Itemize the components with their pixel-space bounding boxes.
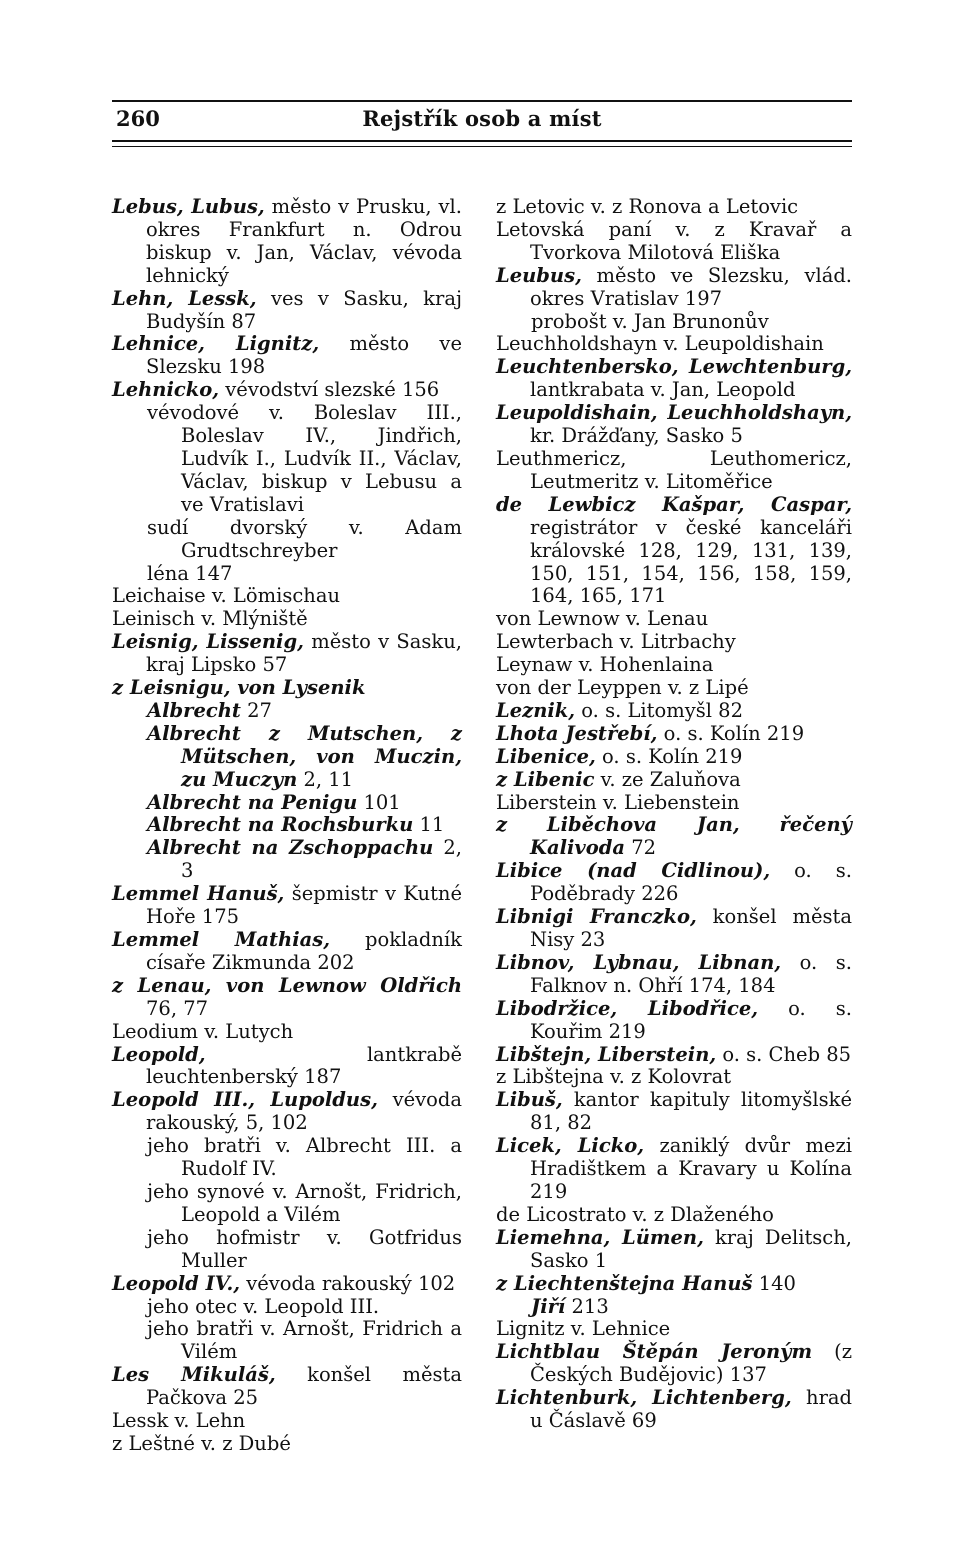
index-entry bbox=[496, 860, 852, 906]
entry-text: Lessk v. Lehn bbox=[112, 1409, 246, 1433]
entry-text: o. s. Poděbrady 226 bbox=[530, 859, 852, 906]
index-entry bbox=[112, 608, 462, 631]
entry-heading: Libnigi Franczko, bbox=[496, 905, 697, 929]
entry-text: lantkrabata v. Jan, Leopold bbox=[530, 378, 796, 402]
entry-heading: Leuchtenbersko, Lewchtenburg, bbox=[496, 355, 852, 379]
index-entry bbox=[496, 769, 852, 792]
index-entry bbox=[112, 1273, 462, 1296]
entry-heading: Albrecht na Rochsburku bbox=[147, 813, 414, 837]
entry-heading: z Liběchova Jan, řečený Kalivoda bbox=[496, 813, 852, 860]
entry-text: konšel města Nisy 23 bbox=[530, 905, 853, 951]
entry-heading: Libuš, bbox=[496, 1088, 563, 1112]
index-entry bbox=[496, 356, 852, 402]
entry-text: jeho hofmistr v. Gotfridus Muller bbox=[147, 1225, 462, 1272]
index-entry bbox=[496, 196, 852, 219]
index-subentry bbox=[112, 1318, 462, 1364]
entry-text: hrad u Čáslavě 69 bbox=[530, 1386, 852, 1433]
entry-text: o. s. Litomyšl 82 bbox=[575, 698, 743, 722]
index-entry bbox=[496, 1044, 852, 1067]
index-entry bbox=[496, 998, 852, 1044]
entry-text: jeho bratři v. Arnošt, Fridrich a Vilém bbox=[147, 1317, 462, 1364]
index-subentry bbox=[112, 837, 462, 883]
index-subentry bbox=[112, 814, 462, 837]
entry-heading: Liemehna, Lümen, bbox=[496, 1225, 704, 1249]
index-entry bbox=[496, 792, 852, 815]
entry-text: 213 bbox=[565, 1294, 609, 1318]
index-entry bbox=[496, 1227, 852, 1273]
entry-heading: Leopold, bbox=[112, 1042, 206, 1066]
entry-text: sudí dvorský v. Adam Grudtschreyber bbox=[147, 515, 462, 562]
entry-text: Lignitz v. Lehnice bbox=[496, 1317, 671, 1341]
entry-heading: Lehn, Lessk, bbox=[112, 286, 257, 310]
entry-heading: z Leisnigu, von Lysenik bbox=[112, 676, 366, 700]
entry-text: (z Českých Budějovic) 137 bbox=[530, 1340, 852, 1387]
entry-heading: Leopold IV., bbox=[112, 1271, 241, 1295]
entry-text: von der Leyppen v. z Lipé bbox=[496, 676, 749, 700]
index-entry bbox=[496, 906, 852, 952]
index-subentry bbox=[112, 700, 462, 723]
index-entry bbox=[496, 1066, 852, 1089]
entry-text: 2, 11 bbox=[297, 767, 354, 791]
entry-heading: z Libenic bbox=[496, 767, 595, 791]
entry-heading: Albrecht bbox=[147, 698, 241, 722]
index-entry bbox=[496, 952, 852, 998]
entry-text: 2, 3 bbox=[181, 836, 462, 883]
entry-text: zaniklý dvůr mezi Hradištkem a Kravary u Kolína 219 bbox=[530, 1134, 852, 1203]
index-subentry bbox=[112, 792, 462, 815]
entry-heading: Leopold III., Lupoldus, bbox=[112, 1088, 378, 1112]
index-entry bbox=[496, 219, 852, 265]
index-entry bbox=[496, 677, 852, 700]
index-column-right bbox=[496, 196, 852, 1433]
entry-text: jeho otec v. Leopold III. bbox=[147, 1294, 380, 1318]
entry-text: z Libštejna v. z Kolovrat bbox=[496, 1065, 732, 1089]
index-entry bbox=[496, 746, 852, 769]
entry-text: 11 bbox=[413, 813, 445, 837]
index-entry bbox=[496, 631, 852, 654]
entry-heading: Leznik, bbox=[496, 698, 576, 722]
entry-text: město ve Slezsku 198 bbox=[146, 332, 462, 379]
index-entry bbox=[112, 1410, 462, 1433]
index-subentry bbox=[496, 311, 852, 334]
index-entry bbox=[496, 265, 852, 311]
index-entry bbox=[112, 333, 462, 379]
entry-heading: Albrecht na Penigu bbox=[147, 790, 358, 814]
index-subentry bbox=[112, 1135, 462, 1181]
index-entry bbox=[112, 883, 462, 929]
index-entry bbox=[496, 1273, 852, 1296]
entry-text: Liberstein v. Liebenstein bbox=[496, 790, 740, 814]
entry-heading: Leupoldishain, Leuchholdshayn, bbox=[496, 401, 852, 425]
entry-heading: Licek, Licko, bbox=[496, 1134, 645, 1158]
index-subentry bbox=[112, 402, 462, 517]
entry-text: von Lewnow v. Lenau bbox=[496, 607, 709, 631]
entry-text: registrátor v české kanceláři královské 128, 129, 131, 139, 150, 151, 154, 156, 158, 159, 164, 165, 171 bbox=[530, 515, 852, 608]
entry-text: Letovská paní v. z Kravař a Tvorkova Milotová Eliška bbox=[496, 217, 852, 264]
entry-text: konšel města Pačkova 25 bbox=[146, 1363, 462, 1410]
entry-text: kantor kapituly litomyšlské 81, 82 bbox=[530, 1088, 852, 1135]
index-entry bbox=[112, 585, 462, 608]
entry-heading: z Lenau, von Lewnow Oldřich bbox=[112, 973, 462, 997]
header-rule bbox=[112, 140, 852, 142]
entry-text: město v Sasku, kraj Lipsko 57 bbox=[146, 630, 463, 677]
entry-text: ves v Sasku, kraj Budyšín 87 bbox=[146, 286, 462, 333]
entry-heading: Libštejn, Liberstein, bbox=[496, 1042, 717, 1066]
entry-text: v. ze Zaluňova bbox=[594, 767, 741, 791]
index-subentry bbox=[112, 723, 462, 792]
entry-heading: Leisnig, Lissenig, bbox=[112, 630, 304, 654]
entry-text: lantkrabě leuchtenberský 187 bbox=[146, 1042, 462, 1089]
entry-text: jeho synové v. Arnošt, Fridrich, Leopold a Vilém bbox=[147, 1179, 462, 1226]
index-subentry bbox=[112, 1296, 462, 1319]
index-entry bbox=[112, 929, 462, 975]
index-entry bbox=[496, 402, 852, 448]
entry-heading: Lebus, Lubus, bbox=[112, 195, 265, 218]
index-entry bbox=[112, 379, 462, 402]
entry-text: 27 bbox=[240, 698, 272, 722]
top-rule bbox=[112, 100, 852, 102]
entry-text: jeho bratři v. Albrecht III. a Rudolf IV. bbox=[147, 1134, 462, 1181]
index-entry bbox=[496, 1135, 852, 1204]
entry-heading: Leubus, bbox=[496, 263, 582, 287]
entry-heading: Lemmel Mathias, bbox=[112, 928, 330, 951]
entry-text: o. s. Kouřim 219 bbox=[530, 996, 853, 1043]
entry-heading: Albrecht z Mutschen, z Mütschen, von Muczin, zu Muczyn bbox=[147, 721, 462, 791]
entry-text: 101 bbox=[357, 790, 401, 814]
entry-text: probošt v. Jan Brunonův bbox=[531, 309, 769, 333]
entry-heading: Lichtenburk, Lichtenberg, bbox=[496, 1386, 792, 1410]
entry-text: město ve Slezsku, vlád. okres Vratislav 197 bbox=[530, 263, 852, 310]
index-subentry bbox=[112, 517, 462, 563]
entry-heading: Libodržice, Libodřice, bbox=[496, 996, 759, 1020]
entry-text: o. s. Falknov n. Ohří 174, 184 bbox=[530, 950, 853, 997]
index-subentry bbox=[112, 1181, 462, 1227]
entry-text: z Leštné v. z Dubé bbox=[112, 1431, 291, 1455]
index-entry bbox=[496, 654, 852, 677]
entry-heading: Albrecht na Zschoppachu bbox=[147, 836, 434, 860]
entry-text: Lewterbach v. Litrbachy bbox=[496, 630, 736, 654]
entry-text: Leuchholdshayn v. Leupoldishain bbox=[496, 332, 824, 356]
entry-text: de Licostrato v. z Dlaženého bbox=[496, 1202, 774, 1226]
index-entry bbox=[496, 494, 852, 609]
entry-text: pokladník císaře Zikmunda 202 bbox=[146, 928, 462, 974]
entry-heading: Lehnice, Lignitz, bbox=[112, 332, 320, 356]
entry-text: léna 147 bbox=[147, 561, 233, 585]
entry-text: o. s. Kolín 219 bbox=[595, 744, 743, 768]
entry-heading: Lemmel Hanuš, bbox=[112, 882, 285, 906]
index-entry bbox=[496, 723, 852, 746]
index-entry bbox=[112, 975, 462, 1021]
page-number: 260 bbox=[116, 106, 160, 131]
entry-text: vévodové v. Boleslav III., Boleslav IV., Jindřich, Ludvík I., Ludvík II., Václav, Václav, biskup v Lebusu a ve Vratislavi bbox=[147, 401, 462, 516]
entry-text: kraj Delitsch, Sasko 1 bbox=[530, 1225, 852, 1272]
index-entry bbox=[496, 448, 852, 494]
entry-text: 76, 77 bbox=[146, 996, 209, 1020]
entry-text: 140 bbox=[752, 1271, 796, 1295]
index-entry bbox=[496, 333, 852, 356]
entry-text: z Letovic v. z Ronova a Letovic bbox=[496, 195, 799, 218]
entry-heading: Libnov, Lybnau, Libnan, bbox=[496, 950, 782, 974]
index-entry bbox=[112, 1364, 462, 1410]
index-entry bbox=[112, 288, 462, 334]
entry-heading: z Liechtenštejna Hanuš bbox=[496, 1271, 753, 1295]
index-entry bbox=[496, 1318, 852, 1341]
entry-heading: Lehnicko, bbox=[112, 378, 220, 402]
entry-heading: Lichtblau Štěpán Jeroným bbox=[496, 1340, 813, 1364]
entry-heading: Jiří bbox=[531, 1294, 566, 1318]
index-entry bbox=[496, 608, 852, 631]
page-header bbox=[112, 106, 852, 132]
index-subentry bbox=[496, 1296, 852, 1319]
index-entry bbox=[496, 1204, 852, 1227]
index-entry bbox=[112, 1044, 462, 1090]
index-entry bbox=[112, 1021, 462, 1044]
entry-text: Leynaw v. Hohenlaina bbox=[496, 653, 714, 677]
index-column-left bbox=[112, 196, 462, 1456]
entry-text: 72 bbox=[625, 836, 657, 860]
entry-text: o. s. Cheb 85 bbox=[716, 1042, 852, 1066]
entry-text: vévodství slezské 156 bbox=[219, 378, 440, 402]
entry-text: Leuthmericz, Leuthomericz, Leutmeritz v. Litoměřice bbox=[496, 446, 852, 493]
index-subentry bbox=[112, 1227, 462, 1273]
index-entry bbox=[112, 196, 462, 288]
index-entry bbox=[496, 1387, 852, 1433]
entry-heading: de Lewbicz Kašpar, Caspar, bbox=[496, 492, 852, 516]
entry-text: Leinisch v. Mlýniště bbox=[112, 607, 308, 631]
entry-heading: Libice (nad Cidlinou), bbox=[496, 859, 771, 883]
index-entry bbox=[112, 631, 462, 677]
index-entry bbox=[496, 700, 852, 723]
entry-text: město v Prusku, vl. okres Frankfurt n. Odrou biskup v. Jan, Václav, vévoda lehnický bbox=[146, 195, 462, 287]
entry-heading: Lhota Jestřebí, bbox=[496, 721, 658, 745]
index-entry bbox=[496, 1089, 852, 1135]
entry-heading: Les Mikuláš, bbox=[112, 1363, 276, 1387]
entry-heading: Libenice, bbox=[496, 744, 596, 768]
index-entry bbox=[112, 677, 462, 700]
entry-text: Leichaise v. Lömischau bbox=[112, 584, 341, 608]
entry-text: šepmistr v Kutné Hoře 175 bbox=[146, 882, 463, 929]
entry-text: Leodium v. Lutych bbox=[112, 1019, 294, 1043]
index-entry bbox=[496, 1341, 852, 1387]
index-subentry bbox=[112, 563, 462, 586]
entry-text: o. s. Kolín 219 bbox=[657, 721, 805, 745]
entry-text: kr. Drážďany, Sasko 5 bbox=[530, 424, 743, 448]
header-rule-thin bbox=[112, 146, 852, 147]
running-title: Rejstřík osob a míst bbox=[362, 106, 602, 131]
entry-text: vévoda rakouský, 5, 102 bbox=[146, 1088, 462, 1135]
index-entry bbox=[496, 814, 852, 860]
index-entry bbox=[112, 1433, 462, 1456]
entry-text: vévoda rakouský 102 bbox=[240, 1271, 456, 1295]
index-entry bbox=[112, 1089, 462, 1135]
